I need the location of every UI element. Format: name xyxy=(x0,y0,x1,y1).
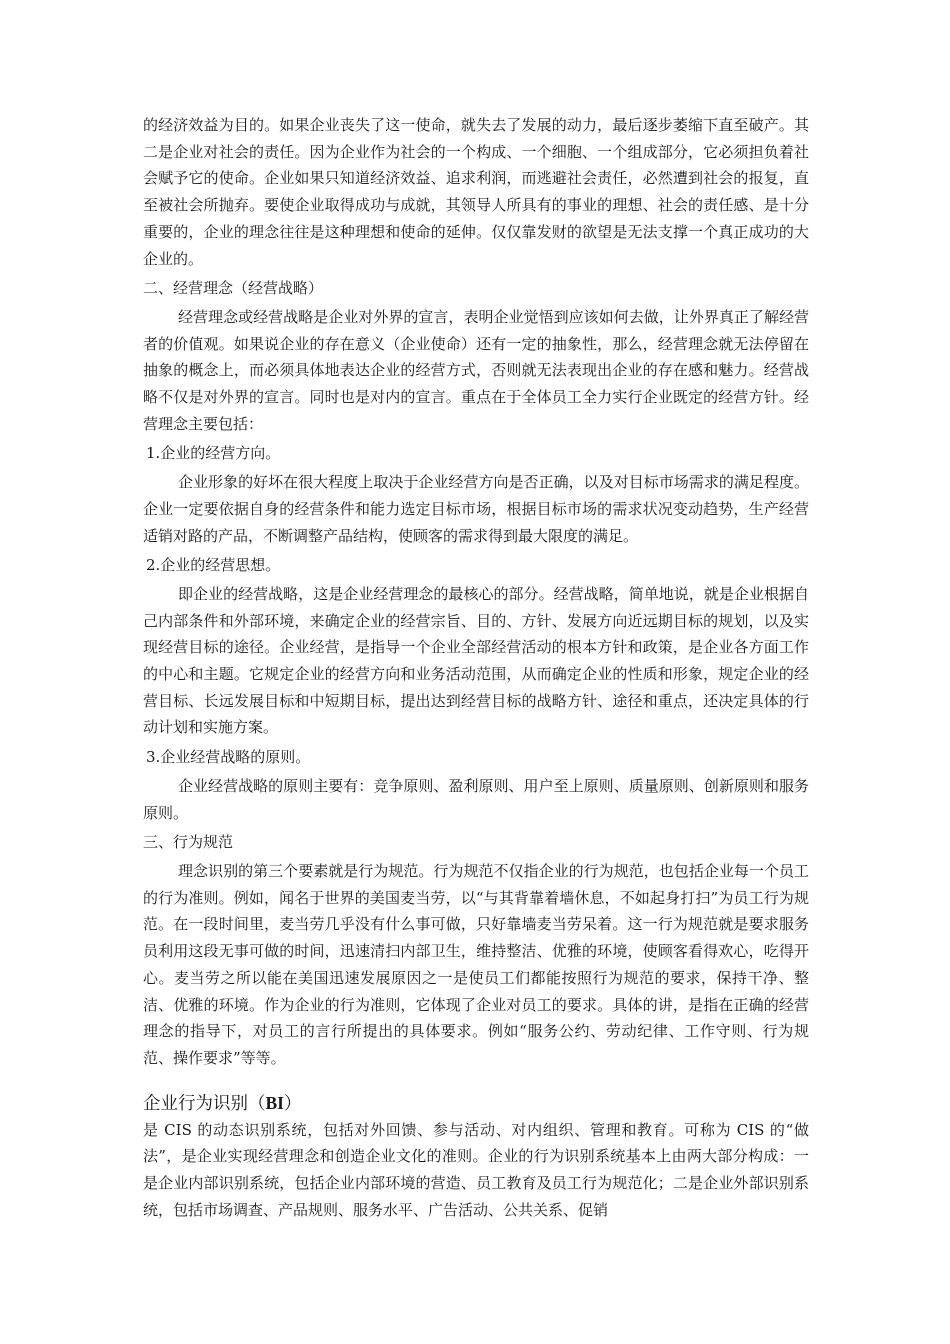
section-title-close: ） xyxy=(283,1093,302,1114)
heading-business-philosophy: 二、经营理念（经营战略） xyxy=(143,278,324,297)
list-item-business-thinking: 2.企业的经营思想。 xyxy=(146,555,281,574)
list-item-business-direction: 1.企业的经营方向。 xyxy=(146,443,281,462)
document-page xyxy=(143,112,809,1223)
heading-code-of-conduct: 三、行为规范 xyxy=(143,832,234,851)
paragraph-code-of-conduct: 理念识别的第三个要素就是行为规范。行为规范不仅指企业的行为规范，也包括企业每一个员工的行为准则。例如，闻名于世界的美国麦当劳，以“与其背靠着墙休息，不如起身打扫”为员工行为规范。在一段时间里，麦当劳几乎没有什么事可做，只好靠墙麦当劳呆着。这一行为规范就是要求服务员利用这段无事可做的时间，迅速清扫内部卫生，维持整洁、优雅的环境，使顾客看得欢心，吃得开心。麦当劳之所以能在美国迅速发展原因之一是使员工们都能按照行为规范的要求，保持干净、整洁、优雅的环境。作为企业的行为准则，它体现了企业对员工的要求。具体的讲，是指在正确的经营理念的指导下，对员工的言行所提出的具体要求。例如“服务公约、劳动纪律、工作守则、行为规范、操作要求”等等。 xyxy=(143,861,809,1067)
paragraph-business-thinking: 即企业的经营战略，这是企业经营理念的最核心的部分。经营战略，简单地说，就是企业根据自己内部条件和外部环境，来确定企业的经营宗旨、目的、方针、发展方向近远期目标的规划，以及实现经营目标的途径。企业经营，是指导一个企业全部经营活动的根本方针和政策，是企业各方面工作的中心和主题。它规定企业的经营方向和业务活动范围，从而确定企业的性质和形象，规定企业的经营目标、长远发展目标和中短期目标，提出达到经营目标的战略方针、途径和重点，还决定具体的行动计划和实施方案。 xyxy=(143,584,809,737)
paragraph-behavior-identity: 是 CIS 的动态识别系统，包括对外回馈、参与活动、对内组织、管理和教育。可称为 CIS 的“做法”，是企业实现经营理念和创造企业文化的准则。企业的行为识别系统基本上由两大部分构成：一是企业内部识别系统，包括企业内部环境的营造、员工教育及员工行为规范化；二是企业外部识别系统，包括市场调查、产品规则、服务水平、广告活动、公共关系、促销 xyxy=(143,1120,809,1219)
section-title-behavior-identity xyxy=(143,1090,809,1117)
paragraph-strategy-principles: 企业经营战略的原则主要有：竞争原则、盈利原则、用户至上原则、质量原则、创新原则和服务原则。 xyxy=(143,776,809,822)
list-item-strategy-principles: 3.企业经营战略的原则。 xyxy=(146,747,311,766)
section-title-text: 企业行为识别（ xyxy=(143,1093,266,1114)
paragraph-intro: 的经济效益为目的。如果企业丧失了这一使命，就失去了发展的动力，最后逐步萎缩下直至破产。其二是企业对社会的责任。因为企业作为社会的一个构成、一个细胞、一个组成部分，它必须担负着社会赋予它的使命。企业如果只知道经济效益、追求利润，而逃避社会责任，必然遭到社会的报复，直至被社会所抛弃。要使企业取得成功与成就，其领导人所具有的事业的理想、社会的责任感、是十分重要的，企业的理念往往是这种理想和使命的延伸。仅仅靠发财的欲望是无法支撑一个真正成功的大企业的。 xyxy=(143,116,809,268)
paragraph-business-philosophy: 经营理念或经营战略是企业对外界的宣言，表明企业觉悟到应该如何去做，让外界真正了解经营者的价值观。如果说企业的存在意义（企业使命）还有一定的抽象性，那么，经营理念就无法停留在抽象的概念上，而必须具体地表达企业的经营方式，否则就无法表现出企业的存在感和魅力。经营战略不仅是对外界的宣言。同时也是对内的宣言。重点在于全体员工全力实行企业既定的经营方针。经营理念主要包括： xyxy=(143,307,809,433)
paragraph-business-direction: 企业形象的好坏在很大程度上取决于企业经营方向是否正确，以及对目标市场需求的满足程度。企业一定要依据自身的经营条件和能力选定目标市场，根据目标市场的需求状况变动趋势，生产经营适销对路的产品，不断调整产品结构，使顾客的需求得到最大限度的满足。 xyxy=(143,473,809,545)
section-title-abbrev: BI xyxy=(265,1092,284,1113)
